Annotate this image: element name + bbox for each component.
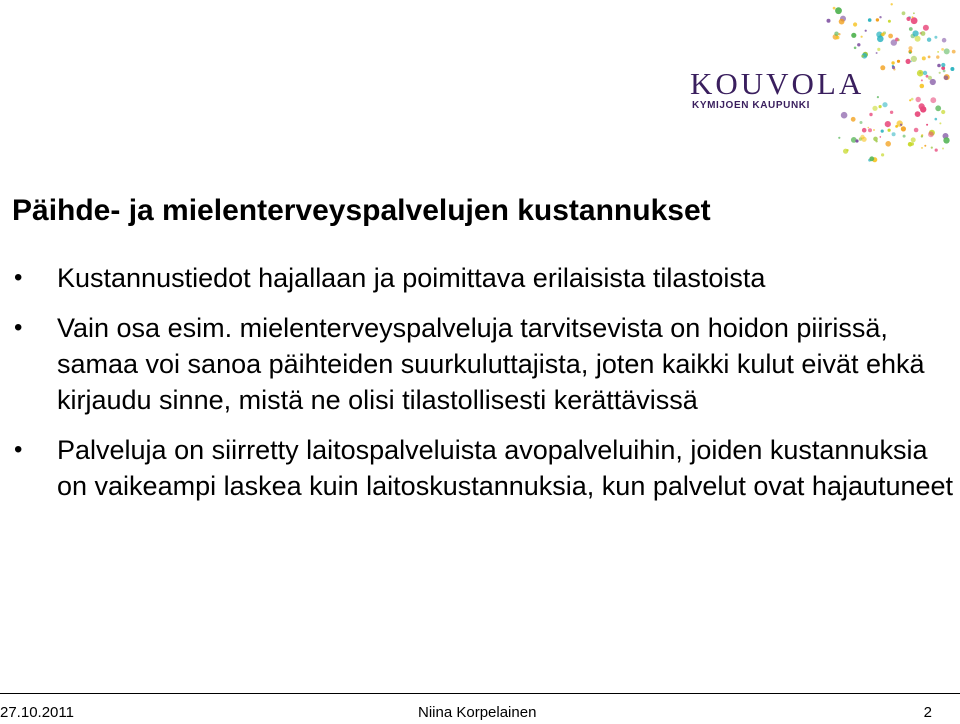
- logo-dot: [922, 56, 926, 60]
- logo-dot: [838, 33, 840, 35]
- logo-dot: [914, 128, 919, 133]
- logo-dot: [909, 52, 911, 54]
- logo-dot: [942, 148, 944, 150]
- logo-dot: [897, 60, 900, 63]
- bullet-item: [14, 260, 954, 296]
- logo-dot: [917, 70, 924, 77]
- logo-dot: [853, 22, 857, 26]
- logo-dot: [927, 38, 931, 42]
- logo-dot: [880, 65, 885, 70]
- logo-dot: [903, 135, 906, 138]
- logo-tagline: KYMIJOEN KAUPUNKI: [692, 100, 810, 111]
- logo-dot: [920, 106, 926, 112]
- logo-dot: [868, 128, 872, 132]
- logo-dot: [888, 34, 893, 39]
- logo-dot: [835, 7, 842, 14]
- logo-dot: [841, 112, 848, 119]
- slide-title: Päihde- ja mielenterveyspalvelujen kustannukset: [12, 194, 711, 227]
- logo-dot: [881, 130, 884, 133]
- logo-dot: [891, 3, 893, 5]
- bullet-text: Palveluja on siirretty laitospalveluista avopalveluihin, joiden kustannuksia on vaikeampi laskea kuin laitoskustannuksia, kun palvelut ovat hajautuneet: [57, 435, 954, 501]
- footer-divider: [0, 693, 960, 694]
- logo-dot: [926, 124, 928, 126]
- logo-dot: [860, 121, 863, 124]
- logo-dot: [934, 36, 937, 39]
- bullet-text: Vain osa esim. mielenterveyspalveluja tarvitsevista on hoidon piirissä, samaa voi sanoa päihteiden suurkuluttajista, joten kaikki kulut eivät ehkä kirjaudu sinne, mistä ne olisi tilastollisesti kerättävissä: [57, 313, 925, 415]
- logo-dot: [930, 97, 936, 103]
- logo-dot: [935, 149, 938, 152]
- logo-dot: [910, 61, 912, 63]
- logo-dot: [921, 79, 923, 81]
- logo-dot: [912, 16, 914, 18]
- bullet-icon: •: [14, 314, 23, 341]
- logo-dot: [854, 47, 857, 50]
- logo-dot: [838, 137, 840, 139]
- logo-dot: [827, 19, 831, 23]
- logo-dot: [906, 59, 911, 64]
- bullet-icon: •: [14, 436, 23, 463]
- logo-dot: [890, 111, 893, 114]
- logo-dot: [937, 51, 939, 53]
- logo-dot: [833, 7, 836, 10]
- logo-dot: [921, 147, 923, 149]
- logo-dot: [941, 48, 944, 51]
- logo-dot: [897, 39, 900, 42]
- logo-dot: [861, 55, 864, 58]
- footer-date: 27.10.2011: [0, 704, 74, 721]
- bullet-item: [14, 432, 954, 504]
- logo-dot: [851, 33, 856, 38]
- logo-dot: [909, 27, 913, 31]
- kouvola-logo: [690, 0, 960, 170]
- logo-dot: [943, 137, 949, 143]
- logo-dot: [901, 126, 906, 131]
- logo-dot: [895, 125, 898, 128]
- logo-dot: [935, 118, 938, 121]
- logo-dot: [888, 129, 891, 132]
- logo-dot: [937, 64, 941, 68]
- logo-dot: [944, 48, 950, 54]
- logo-dot: [879, 105, 882, 108]
- logo-dot: [885, 121, 891, 127]
- logo-dot: [923, 25, 929, 31]
- logo-dot: [834, 32, 838, 36]
- logo-dot: [913, 12, 915, 14]
- bullet-item: [14, 310, 954, 418]
- logo-dot: [857, 43, 860, 46]
- logo-dot: [879, 16, 881, 18]
- logo-dot: [941, 63, 945, 67]
- logo-dot: [877, 48, 880, 51]
- logo-dot: [942, 38, 947, 43]
- logo-dot: [926, 75, 929, 78]
- logo-dot: [839, 19, 845, 25]
- logo-dot: [915, 111, 921, 117]
- logo-dot: [906, 17, 910, 21]
- bullet-list: [14, 260, 954, 518]
- logo-dot: [891, 61, 894, 64]
- logo-dot: [902, 11, 906, 15]
- logo-dot: [876, 18, 879, 21]
- logo-dot: [916, 97, 921, 102]
- logo-dot: [881, 153, 884, 156]
- logo-dot: [872, 106, 877, 111]
- logo-dot: [924, 145, 926, 147]
- logo-dot: [877, 96, 879, 98]
- logo-dot: [881, 33, 885, 37]
- logo-dot: [869, 156, 874, 161]
- footer-author: Niina Korpelainen: [418, 704, 537, 721]
- logo-dot: [892, 132, 896, 136]
- logo-dot: [892, 66, 895, 69]
- logo-dot: [909, 99, 911, 101]
- logo-dot: [915, 36, 921, 42]
- bullet-text: Kustannustiedot hajallaan ja poimittava erilaisista tilastoista: [57, 263, 766, 293]
- logo-dot: [855, 139, 858, 142]
- logo-dot: [882, 102, 887, 107]
- logo-dot: [935, 105, 941, 111]
- logo-wordmark: KOUVOLA: [690, 66, 865, 101]
- logo-dot: [950, 67, 954, 71]
- logo-dot: [880, 136, 882, 138]
- logo-dot: [923, 71, 927, 75]
- bullet-icon: •: [14, 264, 23, 291]
- logo-dot: [911, 142, 914, 145]
- logo-dot: [913, 30, 919, 36]
- logo-dot: [939, 72, 941, 74]
- logo-dot: [869, 113, 872, 116]
- logo-dot: [928, 131, 934, 137]
- logo-dot: [876, 52, 878, 54]
- logo-dot: [920, 84, 925, 89]
- logo-dot: [930, 79, 936, 85]
- logo-dot: [941, 110, 945, 114]
- logo-dot: [868, 18, 872, 22]
- logo-dot: [888, 20, 891, 23]
- logo-dot: [936, 55, 939, 58]
- logo-dot: [952, 50, 956, 54]
- logo-dot: [908, 46, 912, 50]
- logo-dot: [868, 127, 870, 129]
- logo-dot: [873, 129, 875, 131]
- logo-dot: [911, 98, 914, 101]
- logo-dot: [944, 76, 949, 81]
- page-number: 2: [923, 704, 932, 721]
- logo-dot: [877, 36, 884, 43]
- logo-dot: [921, 135, 923, 137]
- logo-dot: [851, 117, 856, 122]
- logo-dot: [939, 122, 941, 124]
- logo-dot: [873, 137, 878, 142]
- logo-dot: [862, 128, 867, 133]
- logo-dot: [862, 137, 867, 142]
- logo-dot: [921, 31, 926, 36]
- logo-dot: [928, 56, 931, 59]
- logo-dot: [911, 137, 916, 142]
- logo-dot: [836, 36, 840, 40]
- logo-dot: [900, 124, 902, 126]
- logo-dot: [861, 36, 863, 38]
- logo-dot: [865, 30, 867, 32]
- logo-dot: [931, 147, 933, 149]
- logo-dot: [911, 17, 918, 24]
- logo-dot: [846, 149, 848, 151]
- logo-dot: [885, 141, 891, 147]
